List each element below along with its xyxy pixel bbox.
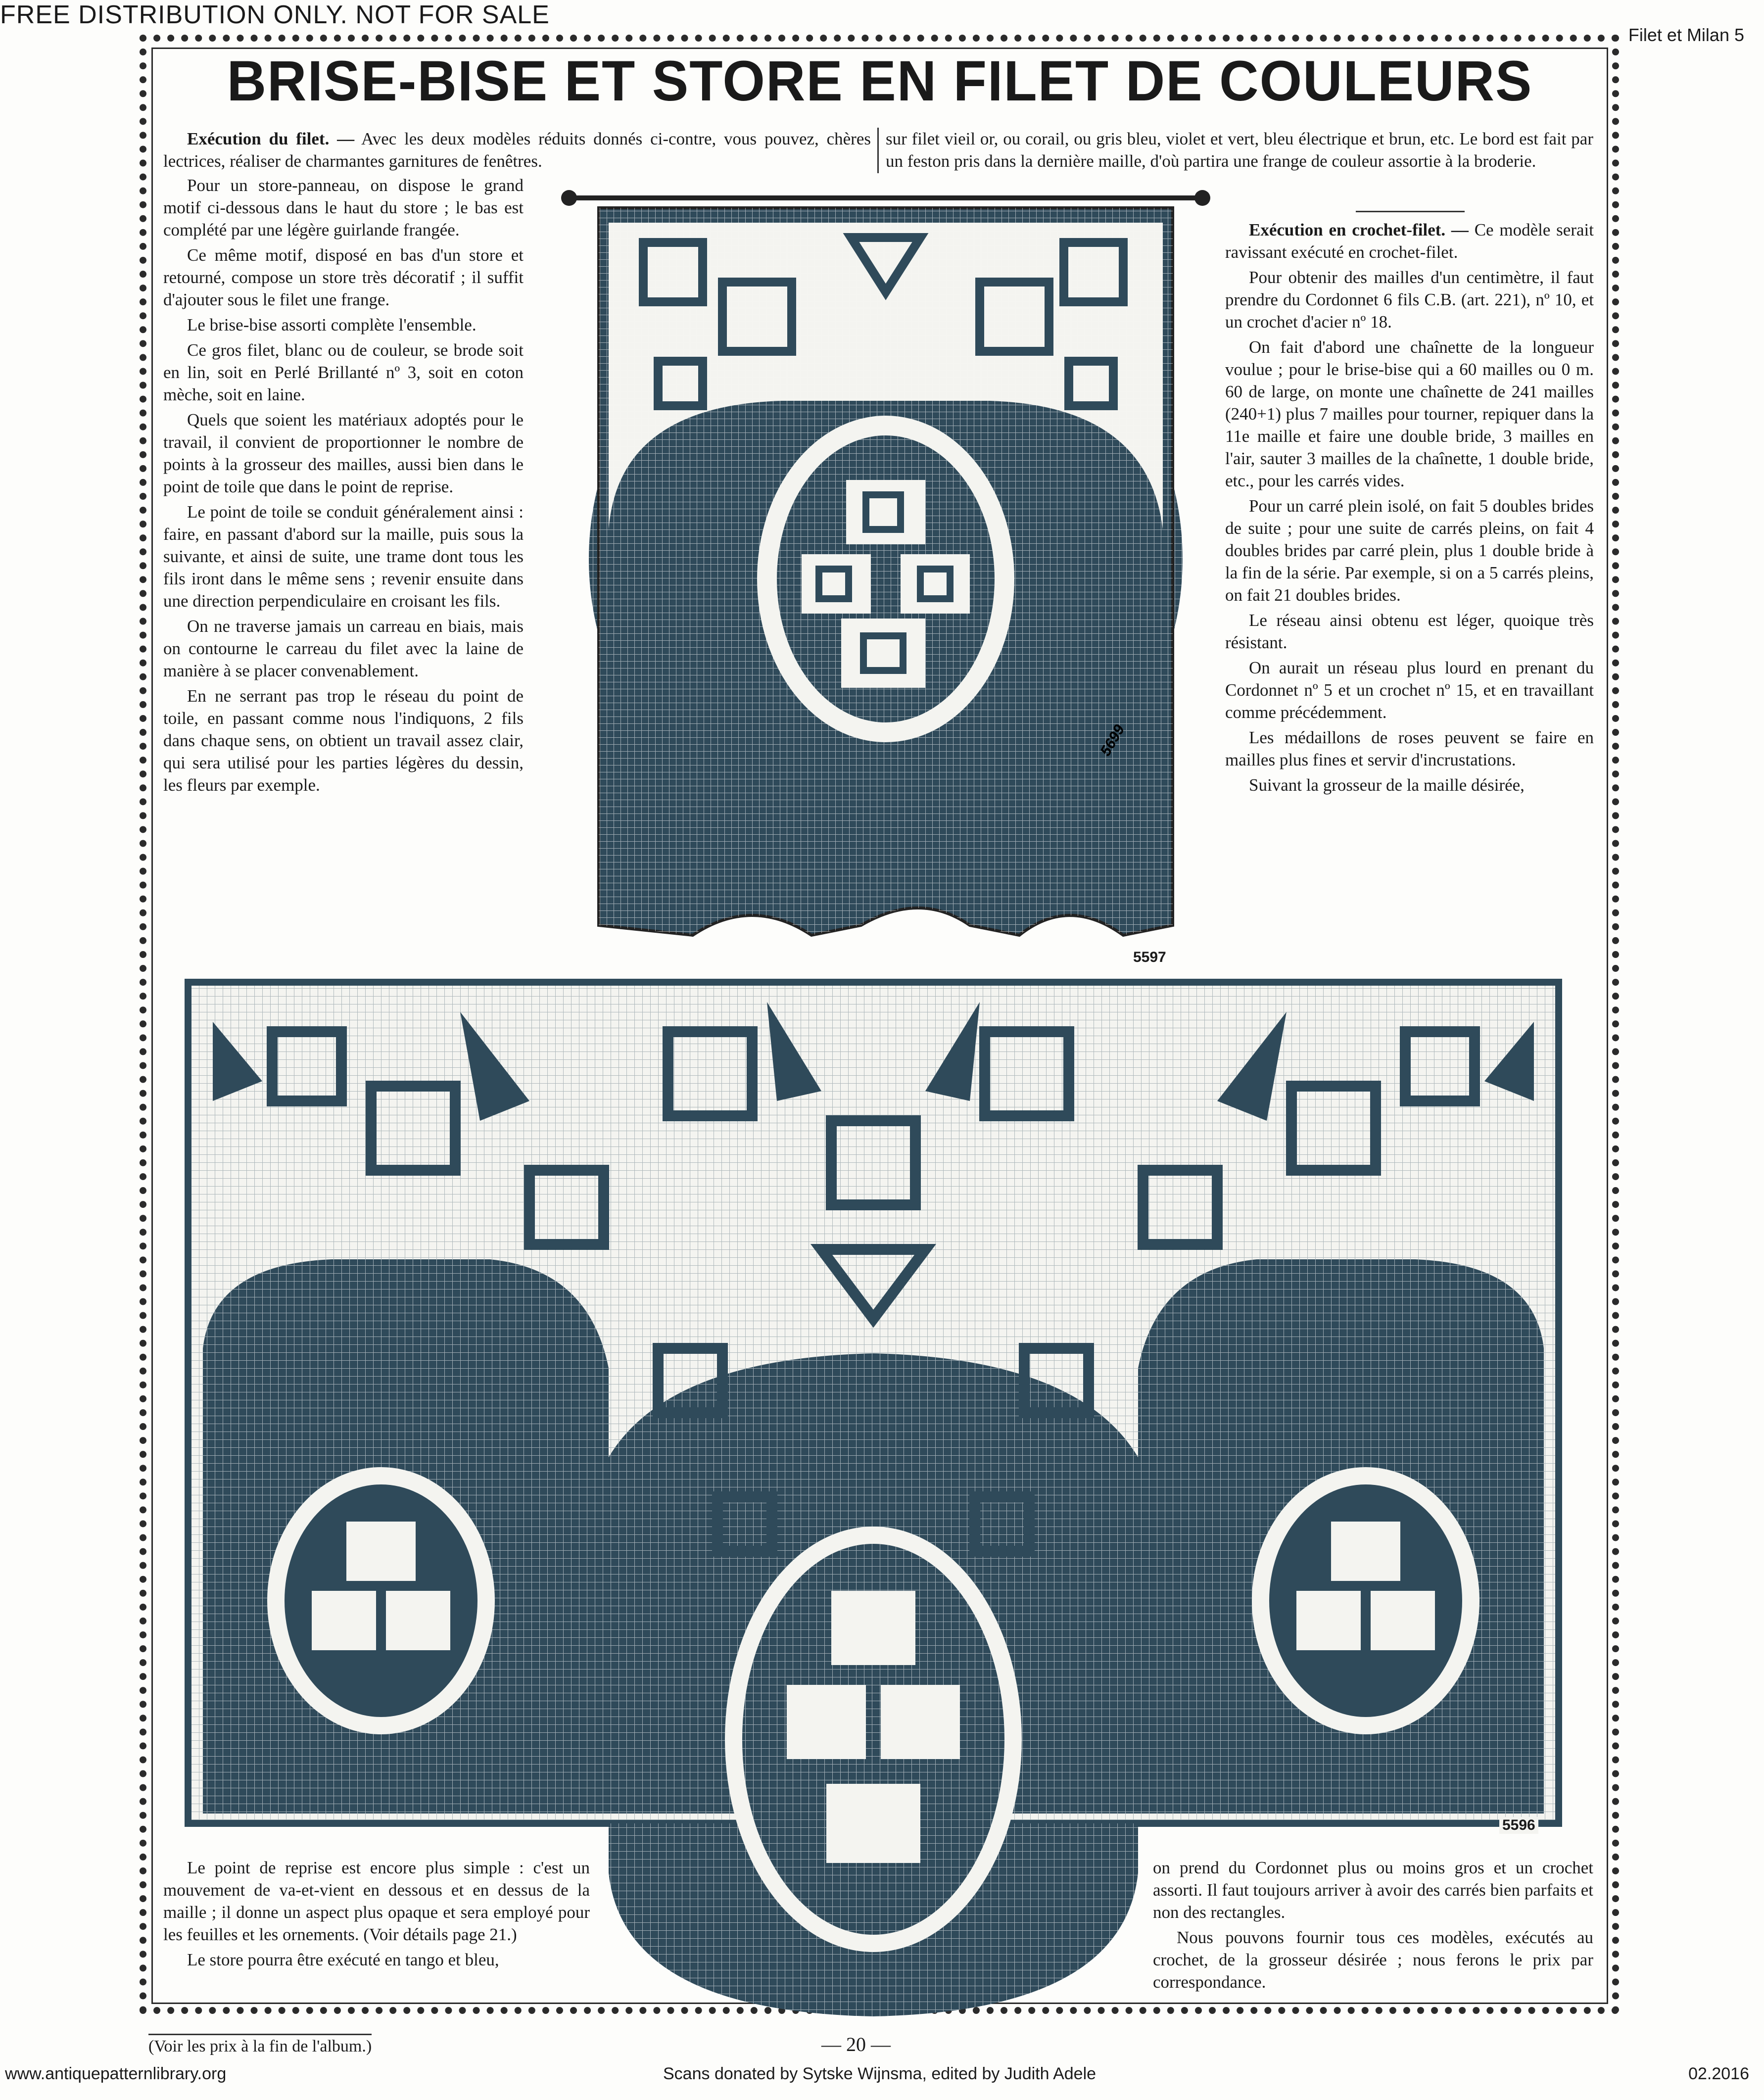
crochet-intro: Ce modèle serait ravissant exécuté en crochet-filet. bbox=[1225, 220, 1594, 262]
footer-date: 02.2016 bbox=[1688, 2064, 1749, 2083]
right-column bbox=[1225, 189, 1594, 799]
left-paragraph: En ne serrant pas trop le réseau du point de toile, en passant comme nous l'indiquons, 2 fils dans chaque sens, on obtient un travail assez clair, qui sera utilisé pour les parties légères du dessin, les fleurs par exemple. bbox=[163, 686, 524, 795]
right-paragraph: On aurait un réseau plus lourd en prenant du Cordonnet nº 5 et un crochet nº 15, et en travaillant comme précédemment. bbox=[1225, 658, 1594, 722]
intro-right bbox=[886, 128, 1593, 175]
intro-left-text: Avec les deux modèles réduits donnés ci-contre, vous pouvez, chères lectrices, réaliser de charmantes garnitures de fenêtres. bbox=[163, 129, 871, 171]
left-paragraph: On ne traverse jamais un carreau en biais, mais on contourne le carreau du filet avec la laine de manière à se placer convenablement. bbox=[163, 617, 524, 680]
bottom-right-column bbox=[1153, 1857, 1593, 1996]
left-paragraph: Pour un store-panneau, on dispose le grand motif ci-dessous dans le haut du store ; le bas est complété par une légère guirlande frangée. bbox=[163, 176, 524, 239]
page-number: — 20 — bbox=[821, 2033, 891, 2055]
footer-website[interactable]: www.antiquepatternlibrary.org bbox=[5, 2064, 227, 2083]
left-column bbox=[163, 174, 524, 799]
left-paragraph: Ce même motif, disposé en bas d'un store et retourné, compose un store très décoratif ; il suffit d'ajouter sous le filet une frange. bbox=[163, 245, 524, 309]
left-paragraph: Le point de toile se conduit généralement ainsi : faire, en passant d'abord sur la maille, puis sous la suivante, et ainsi de suite, une trame dont tous les fils iront dans le même sens ; revenir ensuite dans une direction perpendiculaire en croisant les fils. bbox=[163, 502, 524, 611]
right-paragraph: Pour un carré plein isolé, on fait 5 doubles brides de suite ; pour une suite de carrés pleins, on fait 4 doubles brides par carré plein, plus 1 double bride à la fin de la série. Par exemple, si on a 5 carrés pleins, on fait 21 doubles brides. bbox=[1225, 496, 1594, 605]
intro-right-text: sur filet vieil or, ou corail, ou gris bleu, violet et vert, bleu électrique et brun, etc. Le bord est fait par un feston pris dans la dernière maille, d'où partira une frange de couleur assortie à la broderie. bbox=[886, 129, 1593, 171]
footer-credits: Scans donated by Sytske Wijnsma, edited by Judith Adele bbox=[663, 2064, 1097, 2083]
intro-lead: Exécution du filet. — bbox=[187, 129, 355, 148]
right-paragraph: Les médaillons de roses peuvent se faire en mailles plus fines et servir d'incrustations. bbox=[1225, 728, 1594, 769]
page-title: BRISE-BISE ET STORE EN FILET DE COULEURS bbox=[227, 48, 1533, 113]
right-paragraph: Suivant la grosseur de la maille désirée, bbox=[1249, 775, 1525, 795]
figure-number-small: 5597 bbox=[1133, 949, 1166, 965]
signature-mark: 5699 bbox=[1097, 722, 1128, 759]
crochet-lead: Exécution en crochet-filet. — bbox=[1249, 220, 1469, 239]
intro-left bbox=[163, 128, 871, 175]
left-paragraph: Ce gros filet, blanc ou de couleur, se brode soit en lin, soit en Perlé Brillanté nº 3, soit en coton mèche, soit en laine. bbox=[163, 340, 524, 404]
right-paragraph: On fait d'abord une chaînette de la longueur voulue ; pour le brise-bise qui a 60 mailles ou 0 m. 60 de large, on monte une chaînette de 241 mailles (240+1) plus 7 mailles pour tourner, repiquer dans la 11e maille et faire une double bride, 3 mailles en l'air, sauter 3 mailles de la chaînette, 1 double bride, etc., pour les carrés vides. bbox=[1225, 337, 1594, 490]
bottom-right-paragraph: Nous pouvons fournir tous ces modèles, exécutés au crochet, de la grosseur désirée ; nous ferons le prix par correspondance. bbox=[1153, 1928, 1593, 1992]
series-label: Filet et Milan 5 bbox=[1628, 25, 1744, 45]
bottom-left-paragraph: Le store pourra être exécuté en tango et bleu, bbox=[187, 1950, 499, 1969]
brise-bise-figure bbox=[544, 183, 1212, 975]
bottom-left-paragraph: Le point de reprise est encore plus simple : c'est un mouvement de va-et-vient en dessous et en dessus de la maille ; il donne un aspect plus opaque et sera employé pour les feuilles et les ornements. (Voir détails page 21.) bbox=[163, 1858, 590, 1944]
figure-number-large: 5596 bbox=[1499, 1817, 1538, 1834]
distribution-notice: FREE DISTRIBUTION ONLY. NOT FOR SALE bbox=[0, 0, 550, 29]
intro-divider bbox=[877, 128, 879, 173]
left-paragraph: Quels que soient les matériaux adoptés pour le travail, il convient de proportionner le nombre de points à la grosseur des mailles, aussi bien dans le point de toile que dans le point de reprise. bbox=[163, 410, 524, 496]
left-paragraph: Le brise-bise assorti complète l'ensemble. bbox=[187, 315, 477, 334]
right-paragraph: Le réseau ainsi obtenu est léger, quoique très résistant. bbox=[1225, 611, 1594, 652]
bottom-left-column bbox=[163, 1857, 590, 1974]
bottom-right-paragraph: on prend du Cordonnet plus ou moins gros et un crochet assorti. Il faut toujours arriver à avoir des carrés bien parfaits et non des rectangles. bbox=[1153, 1858, 1593, 1922]
price-note: (Voir les prix à la fin de l'album.) bbox=[148, 2034, 372, 2056]
right-paragraph: Pour obtenir des mailles d'un centimètre, il faut prendre du Cordonnet 6 fils C.B. (art. 221), nº 10, et un crochet d'acier nº 18. bbox=[1225, 268, 1594, 332]
